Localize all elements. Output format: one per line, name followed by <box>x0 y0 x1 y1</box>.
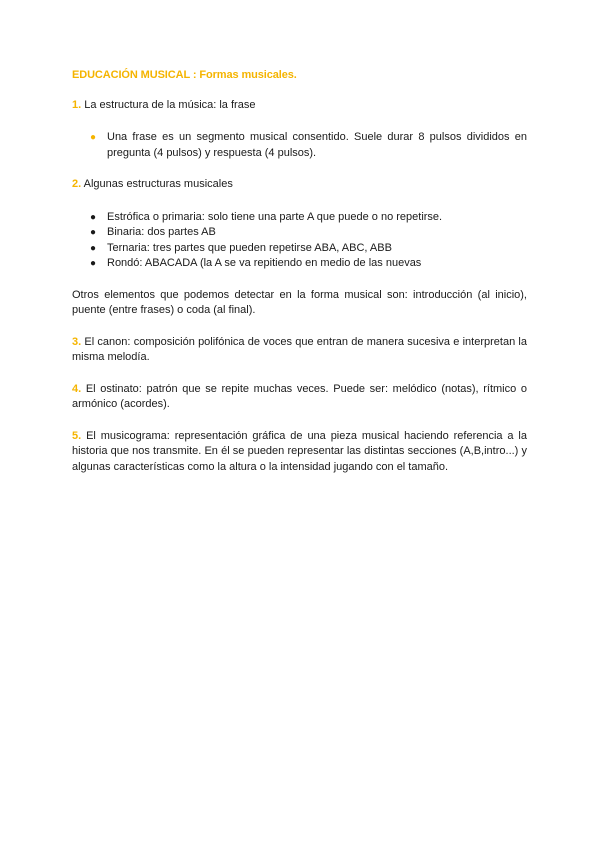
section-1-heading <box>72 98 527 114</box>
list-item <box>72 241 527 257</box>
list-item <box>72 130 527 161</box>
section-4-paragraph <box>72 382 527 413</box>
list-item <box>72 210 527 226</box>
bullet-icon: ● <box>90 258 97 269</box>
section-1-heading-text: La estructura de la música: la frase <box>81 98 256 111</box>
section-2-after-text: Otros elementos que podemos detectar en la forma musical son: introducción (al inicio), puente (entre frases) o coda (al final). <box>72 288 527 316</box>
list-item <box>72 256 527 272</box>
section-3-paragraph <box>72 335 527 366</box>
section-4-text: El ostinato: patrón que se repite muchas veces. Puede ser: melódico (notas), rítmico o armónico (acordes). <box>72 382 527 410</box>
section-3-text: El canon: composición polifónica de voces que entran de manera sucesiva e interpretan la misma melodía. <box>72 335 527 363</box>
bullet-icon: ● <box>90 242 97 254</box>
section-2-heading <box>72 177 527 193</box>
section-5-text: El musicograma: representación gráfica de una pieza musical haciendo referencia a la historia que nos transmite. En él se pueden representar las distintas secciones (A,B,intro...) y algunas características como la altura o la intensidad jugando con el tamaño. <box>72 429 527 473</box>
list-item-text: Binaria: dos partes AB <box>107 226 216 238</box>
bullet-icon: ● <box>90 211 97 223</box>
section-1-bullet-list <box>72 130 527 161</box>
section-3-number: 3. <box>72 335 82 348</box>
document-page <box>72 68 527 475</box>
section-2-heading-text: Algunas estructuras musicales <box>81 178 233 190</box>
list-item-text: Rondó: ABACADA (la A se va repitiendo en medio de las nuevas <box>107 257 422 269</box>
list-item-text: Estrófica o primaria: solo tiene una parte A que puede o no repetirse. <box>107 210 443 223</box>
section-4-number: 4. <box>72 382 82 395</box>
bullet-icon: ● <box>90 132 97 143</box>
list-item-text: Ternaria: tres partes que pueden repetirse ABA, ABC, ABB <box>107 241 392 254</box>
list-item-text: Una frase es un segmento musical consentido. Suele durar 8 pulsos divididos en pregunta (4 pulsos) y respuesta (4 pulsos). <box>107 131 527 159</box>
bullet-icon: ● <box>90 227 97 238</box>
list-item <box>72 225 527 241</box>
section-5-paragraph <box>72 429 527 476</box>
section-1-number: 1. <box>72 98 82 111</box>
section-2-bullet-list <box>72 210 527 272</box>
section-5-number: 5. <box>72 429 82 442</box>
document-title: EDUCACIÓN MUSICAL : Formas musicales. <box>72 69 297 81</box>
section-2-number: 2. <box>72 178 82 190</box>
